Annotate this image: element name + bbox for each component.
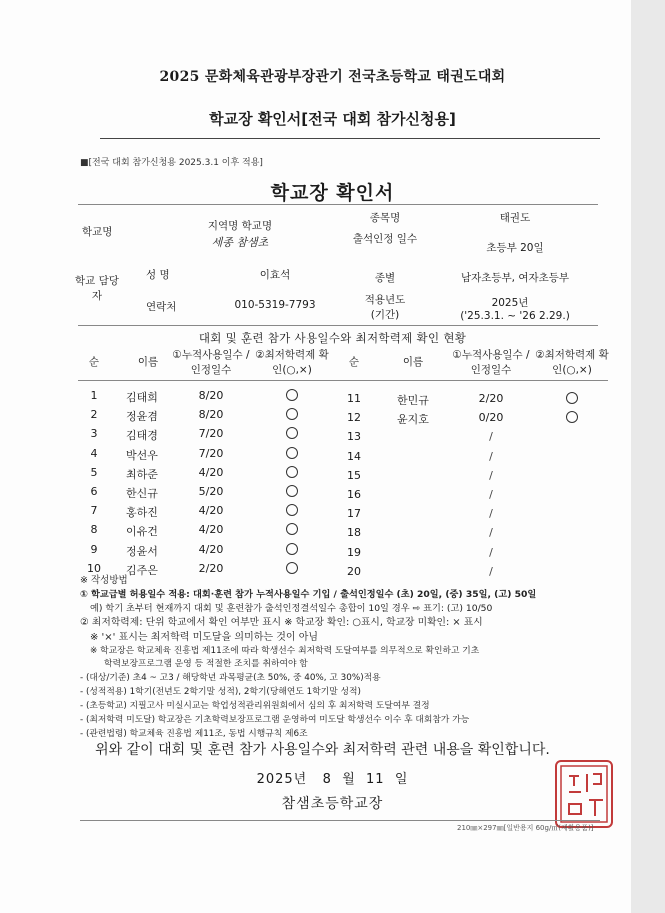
- year-label: 적용년도 (기간): [364, 294, 406, 321]
- circle-mark-icon: [286, 447, 298, 459]
- header-name-right: 이름: [402, 356, 424, 368]
- form-title: 학교장 확인서: [270, 182, 395, 204]
- row-days: 7/20: [198, 446, 224, 460]
- row-no: 18: [347, 526, 361, 540]
- row-days: 4/20: [198, 523, 224, 537]
- row-days: 4/20: [198, 504, 224, 518]
- circle-mark-icon: [286, 389, 298, 401]
- row-academic-mark: [252, 504, 332, 519]
- row-no: 15: [347, 468, 361, 482]
- instruction-line-9: - (초등학교) 지필고사 미실시교는 학업성적관리위원회에서 심의 후 최저학력 도달여부 결정: [80, 701, 430, 711]
- row-name: 이유건: [126, 525, 158, 539]
- row-days: 5/20: [198, 485, 224, 498]
- row-academic-mark: [532, 392, 612, 407]
- school-sublabel: 지역명 학교명: [207, 220, 273, 232]
- row-no: 11: [347, 392, 361, 405]
- header-cumulative-right: ①누적사용일수 /인정일수: [452, 349, 530, 376]
- row-days: 2/20: [198, 561, 224, 575]
- row-name: 윤지호: [397, 413, 429, 427]
- seal-mark-icon: [557, 762, 611, 826]
- row-no: 19: [347, 545, 361, 559]
- row-no: 3: [90, 427, 98, 441]
- manager-label: 학교 담당자: [75, 275, 119, 302]
- event-label: 종목명: [369, 212, 401, 224]
- circle-mark-icon: [286, 408, 298, 420]
- row-academic-mark: [252, 562, 332, 577]
- circle-mark-icon: [566, 411, 578, 423]
- name-value: 이효석: [259, 269, 291, 281]
- row-academic-mark: [532, 411, 612, 426]
- date-day: 11: [366, 772, 385, 787]
- row-no: 6: [90, 485, 98, 498]
- row-name: 박선우: [126, 448, 158, 462]
- row-no: 8: [90, 523, 98, 537]
- circle-mark-icon: [286, 485, 298, 497]
- event-value: 태권도: [499, 212, 531, 224]
- row-academic-mark: [252, 408, 332, 423]
- attendance-value: 초등부 20일: [486, 242, 544, 254]
- row-no: 12: [347, 411, 361, 425]
- instruction-line-6: 학력보장프로그램 운영 등 적절한 조치를 취하여야 함: [104, 659, 308, 669]
- instruction-line-1: ① 학교급별 허용일수 적용: 대회·훈련 참가 누적사용일수 기입 / 출석인정일수 (초) 20일, (중) 35일, (고) 50일: [80, 589, 537, 600]
- row-academic-mark: [252, 427, 332, 442]
- date-day-unit: 일: [394, 772, 409, 787]
- instruction-line-7: - (대상/기준) 초4 ~ 고3 / 해당학년 과목평균(초 50%, 중 40%, 고 30%)적용: [80, 673, 381, 683]
- row-name: 홍하진: [126, 506, 158, 520]
- contact-value: 010-5319-7793: [234, 299, 316, 311]
- header-academic-right: ②최저학력제 확인(○,×): [535, 349, 609, 376]
- instruction-line-4: ※ '×' 표시는 최저학력 미도달을 의미하는 것이 아님: [90, 632, 319, 643]
- row-name: 김주은: [126, 563, 158, 577]
- row-academic-mark: [252, 485, 332, 500]
- row-no: 20: [347, 564, 361, 578]
- row-no: 10: [87, 561, 101, 575]
- category-value: 남자초등부, 여자초등부: [460, 272, 570, 284]
- row-no: 5: [90, 465, 98, 479]
- principal-name: 참샘초등학교장: [281, 796, 384, 812]
- paper-size-note: 210㎜×297㎜[일반용지 60g/㎡(재활용품)]: [457, 824, 594, 832]
- header-bottom-border: [78, 380, 608, 381]
- circle-mark-icon: [286, 466, 298, 478]
- row-academic-mark: [252, 466, 332, 481]
- row-academic-mark: [252, 389, 332, 404]
- row-days: 4/20: [198, 465, 224, 479]
- date-year: 2025년: [256, 772, 308, 787]
- row-academic-mark: [252, 543, 332, 558]
- row-academic-mark: [252, 447, 332, 462]
- row-no: 9: [90, 542, 98, 556]
- row-no: 13: [347, 430, 361, 444]
- row-name: 김태희: [126, 391, 158, 404]
- row-name: 한신규: [126, 487, 158, 500]
- date-month-unit: 월: [342, 772, 356, 787]
- row-no: 14: [347, 449, 361, 463]
- row-days: 4/20: [198, 542, 224, 556]
- category-label: 종별: [374, 272, 396, 284]
- row-days: /: [489, 449, 493, 463]
- name-label: 성 명: [146, 269, 170, 281]
- row-no: 1: [90, 389, 98, 402]
- instructions-heading: ※ 작성방법: [80, 575, 128, 586]
- row-no: 17: [347, 507, 361, 521]
- instruction-line-11: - (관련법령) 학교체육 진흥법 제11조, 동법 시행규칙 제6조: [80, 729, 308, 739]
- row-days: /: [489, 526, 493, 540]
- header-academic-left: ②최저학력제 확인(○,×): [255, 349, 329, 376]
- row-academic-mark: [252, 523, 332, 538]
- school-value: 세종 참샘초: [211, 236, 269, 249]
- row-days: /: [489, 468, 493, 482]
- row-no: 7: [90, 504, 98, 518]
- circle-mark-icon: [286, 504, 298, 516]
- circle-mark-icon: [286, 562, 298, 574]
- row-days: 0/20: [478, 411, 504, 425]
- row-no: 2: [90, 408, 98, 422]
- circle-mark-icon: [286, 523, 298, 535]
- confirmation-statement: 위와 같이 대회 및 훈련 참가 사용일수와 최저학력 관련 내용을 확인합니다.: [95, 742, 550, 758]
- row-name: 정윤서: [126, 544, 158, 558]
- row-days: /: [489, 564, 493, 578]
- header-no-right: 순: [348, 356, 360, 368]
- row-days: 2/20: [478, 392, 504, 405]
- header-name-left: 이름: [137, 356, 159, 368]
- info-top-border: [78, 204, 598, 205]
- date-month: 8: [322, 772, 332, 787]
- instruction-line-5: ※ 학교장은 학교체육 진흥법 제11조에 따라 학생선수 최저학력 도달여부를 의무적으로 확인하고 기초: [90, 646, 480, 656]
- table-subtitle: 대회 및 훈련 참가 사용일수와 최저학력제 확인 현황: [198, 331, 467, 345]
- instruction-line-2: 예) 학기 초부터 현재까지 대회 및 훈련참가 출석인정결석일수 총합이 10일 경우 ⇨ 표기: (고) 10/50: [90, 603, 493, 614]
- school-seal: [555, 760, 613, 828]
- period-value: ('25.3.1. ~ '26 2.29.): [460, 310, 570, 322]
- header-no-left: 순: [88, 356, 100, 368]
- title-rule: [100, 138, 600, 139]
- event-title: 2025 문화체육관광부장관기 전국초등학교 태권도대회: [159, 69, 506, 85]
- instruction-line-8: - (성적적용) 1학기(전년도 2학기말 성적), 2학기(당해연도 1학기말 성적): [80, 687, 361, 697]
- row-days: 7/20: [198, 427, 224, 441]
- circle-mark-icon: [286, 543, 298, 555]
- row-no: 4: [90, 446, 98, 460]
- row-days: /: [489, 488, 493, 501]
- row-no: 16: [347, 488, 361, 501]
- circle-mark-icon: [566, 392, 578, 404]
- instruction-line-3: ② 최저학력제: 단위 학교에서 확인 여부만 표시 ※ 학교장 확인: ○표시, 학교장 미확인: × 표시: [80, 617, 483, 628]
- row-name: 최하준: [126, 467, 158, 481]
- circle-mark-icon: [286, 427, 298, 439]
- school-label: 학교명: [82, 226, 113, 238]
- year-value: 2025년: [491, 297, 529, 309]
- row-name: 정윤겸: [126, 410, 158, 424]
- row-days: /: [489, 430, 493, 444]
- info-bottom-border: [78, 325, 598, 326]
- contact-label: 연락처: [146, 301, 177, 313]
- applicability-note: ■[전국 대회 참가신청용 2025.3.1 이후 적용]: [80, 158, 263, 168]
- row-days: /: [489, 507, 493, 521]
- row-days: 8/20: [198, 408, 224, 422]
- header-cumulative-left: ①누적사용일수 /인정일수: [172, 349, 250, 376]
- attendance-label: 출석인정 일수: [352, 233, 418, 245]
- footer-rule: [80, 820, 600, 821]
- document-title: 학교장 확인서[전국 대회 참가신청용]: [209, 110, 456, 128]
- row-name: 한민규: [397, 394, 429, 407]
- row-days: /: [489, 545, 493, 559]
- instruction-line-10: - (최저학력 미도달) 학교장은 기초학력보장프로그램 운영하여 미도달 학생선수 이수 후 대회참가 가능: [80, 715, 470, 725]
- row-days: 8/20: [198, 389, 224, 402]
- row-name: 김태경: [126, 429, 158, 443]
